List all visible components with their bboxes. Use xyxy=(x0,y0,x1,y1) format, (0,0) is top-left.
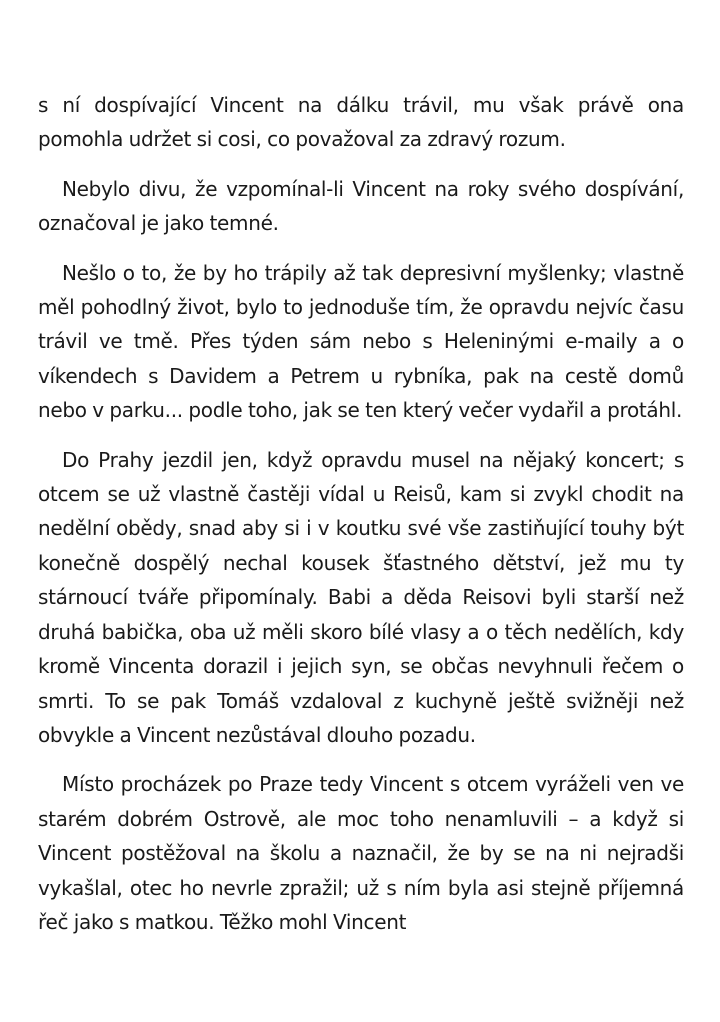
paragraph-continued: s ní dospívající Vincent na dálku trávil, mu však právě ona pomohla udržet si cosi, co považoval za zdravý rozum. xyxy=(38,93,684,152)
paragraph: Nebylo divu, že vzpomínal-li Vincent na roky svého dospívání, označoval je jako temné. xyxy=(38,176,684,236)
paragraph: Do Prahy jezdil jen, když opravdu musel na nějaký koncert; s otcem se už vlastně častěji vídal u Reisů, kam si zvykl chodit na nedělní obědy, snad aby si i v koutku své vše zastiňující touhy být konečně dospělý nechal kousek šťastného dětství, jež mu ty stárnoucí tváře připomínaly. Babi a děda Reisovi byli starší než druhá babička, oba už měli skoro bílé vlasy a o těch nedělích, kdy kromě Vincenta dorazil i jejich syn, se občas nevyhnuli řečem o smrti. To se pak Tomáš vzdaloval z kuchyně ještě svižněji než obvykle a Vincent nezůstával dlouho pozadu. xyxy=(38,447,684,747)
paragraph: Nešlo o to, že by ho trápily až tak depresivní myšlenky; vlastně měl pohodlný život, bylo to jednoduše tím, že opravdu nejvíc času trávil ve tmě. Přes týden sám nebo s Heleninými e-maily a o víkendech s Davidem a Petrem u rybníka, pak na cestě domů nebo v parku... podle toho, jak se ten který večer vydařil a protáhl. xyxy=(38,260,684,423)
paragraph: Místo procházek po Praze tedy Vincent s otcem vyráželi ven ve starém dobrém Ostrově, ale moc toho nenamluvili – a když si Vincent postěžoval na školu a naznačil, že by se na ni nejradši vykašlal, otec ho nevrle zpražil; už s ním byla asi stejně příjemná řeč jako s matkou. Těžko mohl Vincent xyxy=(38,772,684,934)
body-text xyxy=(38,88,684,954)
